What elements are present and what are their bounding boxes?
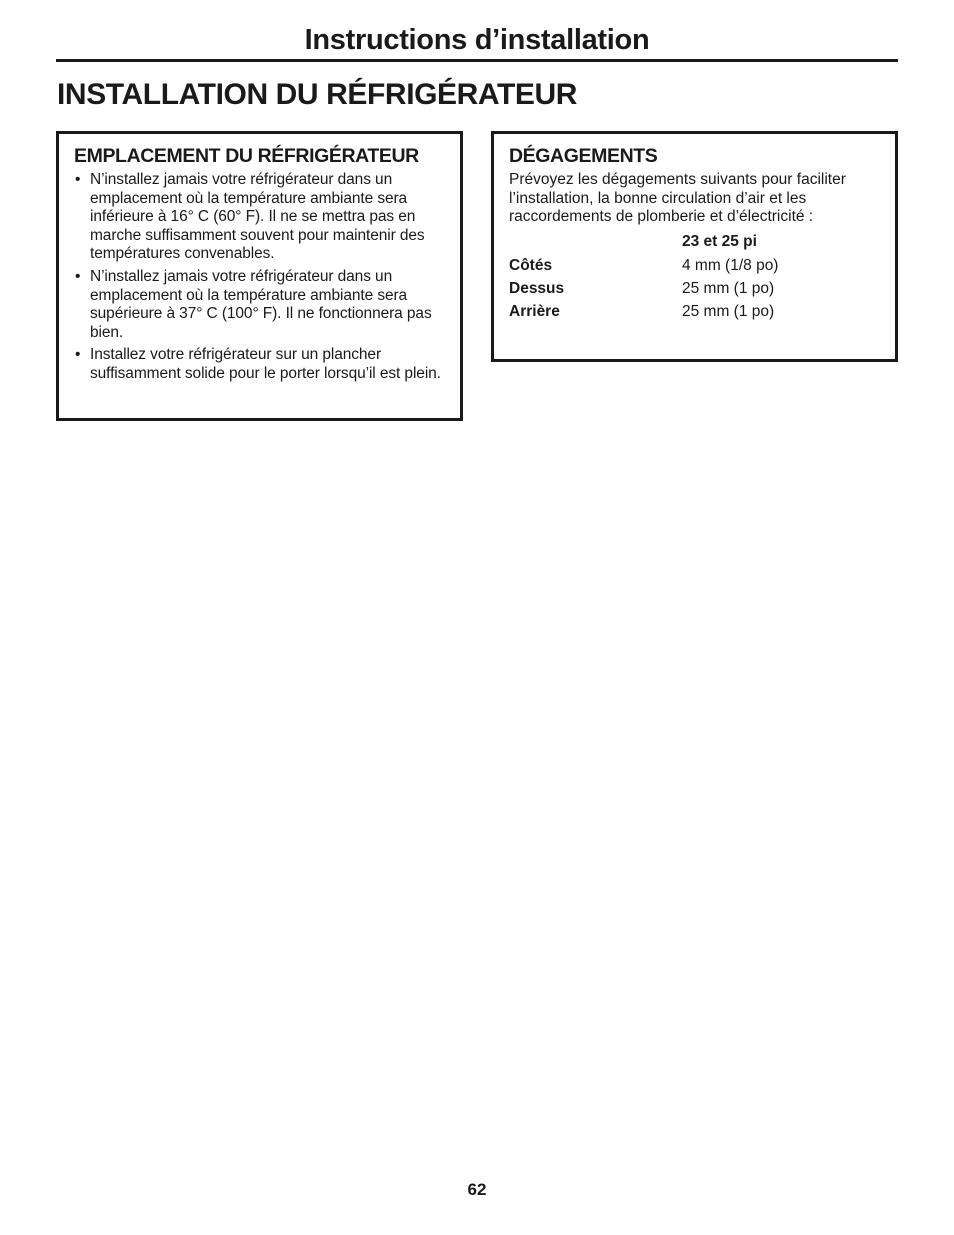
list-item	[74, 268, 448, 342]
table-row-label: Arrière	[509, 303, 560, 321]
list-item-text: Installez votre réfrigérateur sur un plancher suffisamment solide pour le porter lorsqu’il est plein.	[90, 346, 441, 382]
section-title: INSTALLATION DU RÉFRIGÉRATEUR	[57, 78, 578, 111]
table-row-label: Côtés	[509, 256, 553, 274]
table-row-label: Dessus	[509, 280, 565, 298]
bullet-icon: •	[75, 346, 81, 364]
clearance-box	[491, 131, 898, 362]
list-item	[74, 346, 448, 383]
bullet-icon: •	[75, 171, 81, 188]
table-row	[509, 254, 778, 277]
location-box	[56, 131, 463, 421]
list-item	[74, 171, 448, 264]
location-bullet-list	[74, 171, 448, 384]
table-row	[509, 301, 778, 324]
list-item-text: N’installez jamais votre réfrigérateur dans un emplacement où la température ambiante sera inférieure à 16° C (60° F). Il ne se mettra pas en marche suffisamment souvent pour maintenir des températures convenables.	[90, 171, 425, 263]
table-row	[509, 277, 778, 300]
table-row-value: 25 mm (1 po)	[682, 280, 775, 298]
bullet-icon: •	[75, 267, 81, 285]
table-column-header: 23 et 25 pi	[682, 233, 757, 251]
clearance-intro: Prévoyez les dégagements suivants pour faciliter l’installation, la bonne circulation d’air et les raccordements de plomberie et d’électricité :	[509, 171, 846, 226]
header-divider	[56, 59, 898, 62]
table-header-empty	[509, 231, 682, 254]
table-row-value: 25 mm (1 po)	[682, 303, 775, 321]
clearance-heading: DÉGAGEMENTS	[509, 145, 658, 167]
list-item-text: N’installez jamais votre réfrigérateur dans un emplacement où la température ambiante sera supérieure à 37° C (100° F). Il ne fonctionnera pas bien.	[90, 267, 432, 341]
clearance-table	[509, 231, 778, 324]
page-header-title: Instructions d’installation	[304, 24, 650, 56]
location-heading: EMPLACEMENT DU RÉFRIGÉRATEUR	[74, 145, 419, 167]
page-number: 62	[467, 1180, 487, 1199]
table-header-row	[509, 231, 778, 254]
table-row-value: 4 mm (1/8 po)	[682, 256, 779, 274]
